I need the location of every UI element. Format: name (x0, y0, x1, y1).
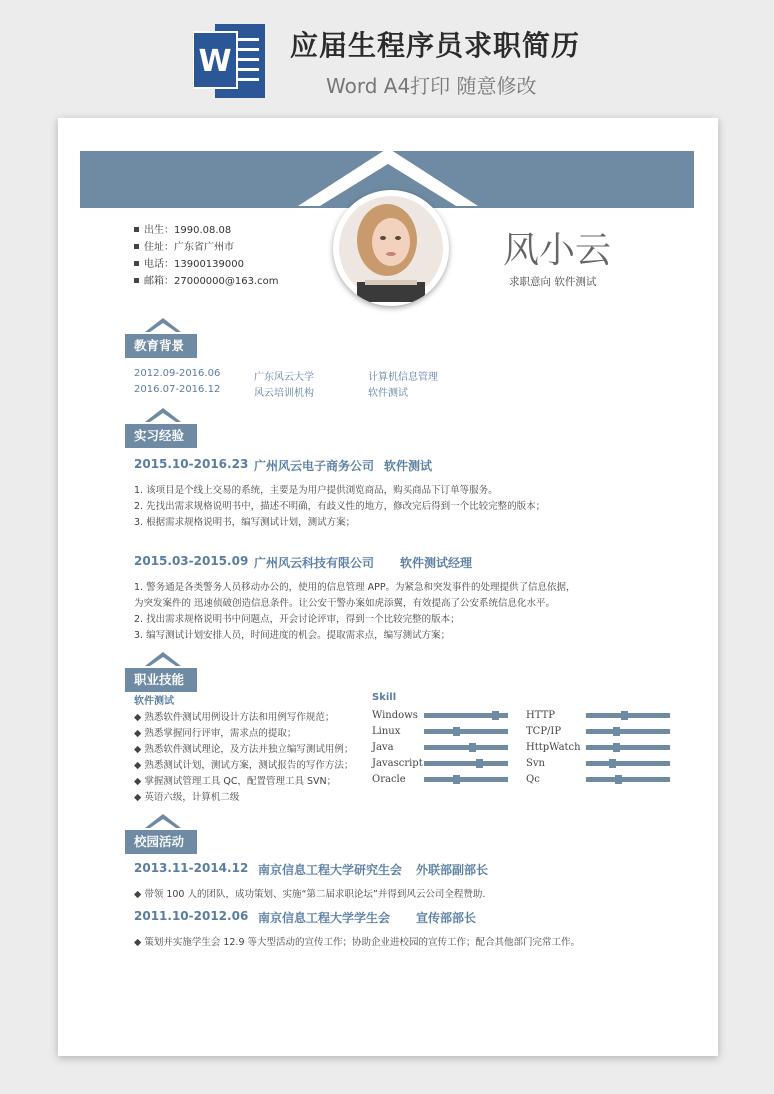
skill-item: ◆ 掌握测试管理工具 QC，配置管理工具 SVN； (134, 776, 337, 787)
section-education: 教育背景 (125, 334, 197, 358)
edu-major-2: 软件测试 (368, 388, 408, 399)
skill-item: ◆ 熟悉掌握同行评审，需求点的提取； (134, 728, 297, 739)
profile-photo (333, 190, 449, 306)
edu-period-1: 2012.09-2016.06 (134, 368, 221, 379)
skill-level-marker (453, 727, 460, 736)
job2-line: 2. 找出需求规格说明书中问题点，开会讨论评审，得到一个比较完整的版本； (134, 614, 460, 625)
job-period-2: 2015.03-2015.09 (134, 554, 249, 568)
job-period-1: 2015.10-2016.23 (134, 457, 249, 471)
job1-line: 3. 根据需求规格说明书，编写测试计划，测试方案； (134, 517, 356, 528)
section-roof-icon (143, 812, 183, 828)
section-roof-icon (143, 406, 183, 422)
job-role-1: 软件测试 (384, 459, 433, 473)
document-title: 应届生程序员求职简历 (290, 29, 581, 62)
job-company-2: 广州风云科技有限公司 (254, 556, 375, 570)
info-email: 邮箱：27000000@163.com (134, 273, 279, 290)
job-company-1: 广州风云电子商务公司 (254, 459, 375, 473)
resume-page (58, 118, 718, 1056)
campus-line-1: ◆ 带领 100 人的团队，成功策划、实施“第二届求职论坛”并得到风云公司全程赞助. (134, 889, 486, 900)
skill-bar-track (586, 761, 670, 766)
skill-bar-track (586, 713, 670, 718)
campus-org-1: 南京信息工程大学研究生会 (258, 863, 403, 877)
info-birth: 出生：1990.08.08 (134, 222, 279, 239)
skill-bar-track (424, 745, 508, 750)
skill-level-marker (492, 711, 499, 720)
campus-period-1: 2013.11-2014.12 (134, 861, 249, 875)
job1-line: 1. 该项目是个线上交易的系统，主要是为用户提供浏览商品，购买商品下订单等服务。 (134, 485, 498, 496)
skill-level-marker (621, 711, 628, 720)
skill-name: Svn (526, 758, 545, 769)
section-roof-icon (143, 650, 183, 666)
skill-bar-track (586, 777, 670, 782)
skill-level-marker (476, 759, 483, 768)
job1-line: 2. 先找出需求规格说明书中，描述不明确，有歧义性的地方，修改完后得到一个比较完整的版本； (134, 501, 546, 512)
word-icon (193, 24, 265, 98)
skill-level-marker (453, 775, 460, 784)
skill-level-marker (613, 743, 620, 752)
skill-level-marker (615, 775, 622, 784)
skill-name: Windows (372, 710, 418, 721)
job-role-2: 软件测试经理 (400, 556, 473, 570)
job-intent: 求职意向 软件测试 (509, 276, 597, 288)
skill-level-marker (469, 743, 476, 752)
job2-line: 3. 编写测试计划安排人员，时间进度的机会。提取需求点，编写测试方案； (134, 630, 451, 641)
campus-line-2: ◆ 策划并实施学生会 12.9 等大型活动的宣传工作；协助企业进校园的宣传工作；配合其他部门完常工作。 (134, 937, 581, 948)
skill-bar-track (586, 745, 670, 750)
job2-line: 为突发案件的 迅速侦破创造信息条件。让公安干警办案如虎添翼，有效提高了公安系统信息化水平。 (134, 598, 556, 609)
skill-item: ◆ 英语六级，计算机二级 (134, 792, 240, 803)
skill-name: Javascript (372, 758, 423, 769)
skill-name: HTTP (526, 710, 555, 721)
skill-name: Qc (526, 774, 540, 785)
info-phone: 电话：13900139000 (134, 256, 279, 273)
word-icon-letter: W (198, 44, 232, 79)
skill-item: ◆ 熟悉测试计划，测试方案，测试报告的写作方法； (134, 760, 354, 771)
edu-major-1: 计算机信息管理 (368, 372, 438, 383)
skill-item: ◆ 熟悉软件测试理论，及方法并独立编写测试用例； (134, 744, 354, 755)
section-skills: 职业技能 (125, 668, 197, 692)
skill-name: Oracle (372, 774, 406, 785)
candidate-name: 风小云 (503, 230, 612, 271)
skill-bar-track (586, 729, 670, 734)
edu-period-2: 2016.07-2016.12 (134, 384, 221, 395)
info-address: 住址：广东省广州市 (134, 239, 279, 256)
campus-role-2: 宣传部部长 (416, 911, 477, 925)
edu-school-2: 风云培训机构 (254, 388, 314, 399)
campus-period-2: 2011.10-2012.06 (134, 909, 249, 923)
skill-level-marker (609, 759, 616, 768)
campus-org-2: 南京信息工程大学学生会 (258, 911, 391, 925)
skills-right-title: Skill (372, 692, 397, 703)
job2-line: 1. 警务通是各类警务人员移动办公的，使用的信息管理 APP。为紧急和突发事件的处理提供了信息依据， (134, 582, 576, 593)
campus-role-1: 外联部副部长 (416, 863, 489, 877)
skill-bar-track (424, 761, 508, 766)
skill-name: HttpWatch (526, 742, 581, 753)
contact-info (134, 222, 279, 290)
section-internship: 实习经验 (125, 424, 197, 448)
document-subtitle: Word A4打印 随意修改 (326, 74, 537, 98)
portrait-image (333, 190, 449, 306)
skill-name: Java (372, 742, 394, 753)
skill-level-marker (613, 727, 620, 736)
skill-name: Linux (372, 726, 401, 737)
section-campus: 校园活动 (125, 830, 197, 854)
skill-bar-track (424, 777, 508, 782)
edu-school-1: 广东风云大学 (254, 372, 314, 383)
section-roof-icon (143, 316, 183, 332)
skill-bar-track (424, 729, 508, 734)
skills-left-title: 软件测试 (134, 696, 174, 707)
skill-item: ◆ 熟悉软件测试用例设计方法和用例写作规范； (134, 712, 335, 723)
skill-name: TCP/IP (526, 726, 562, 737)
